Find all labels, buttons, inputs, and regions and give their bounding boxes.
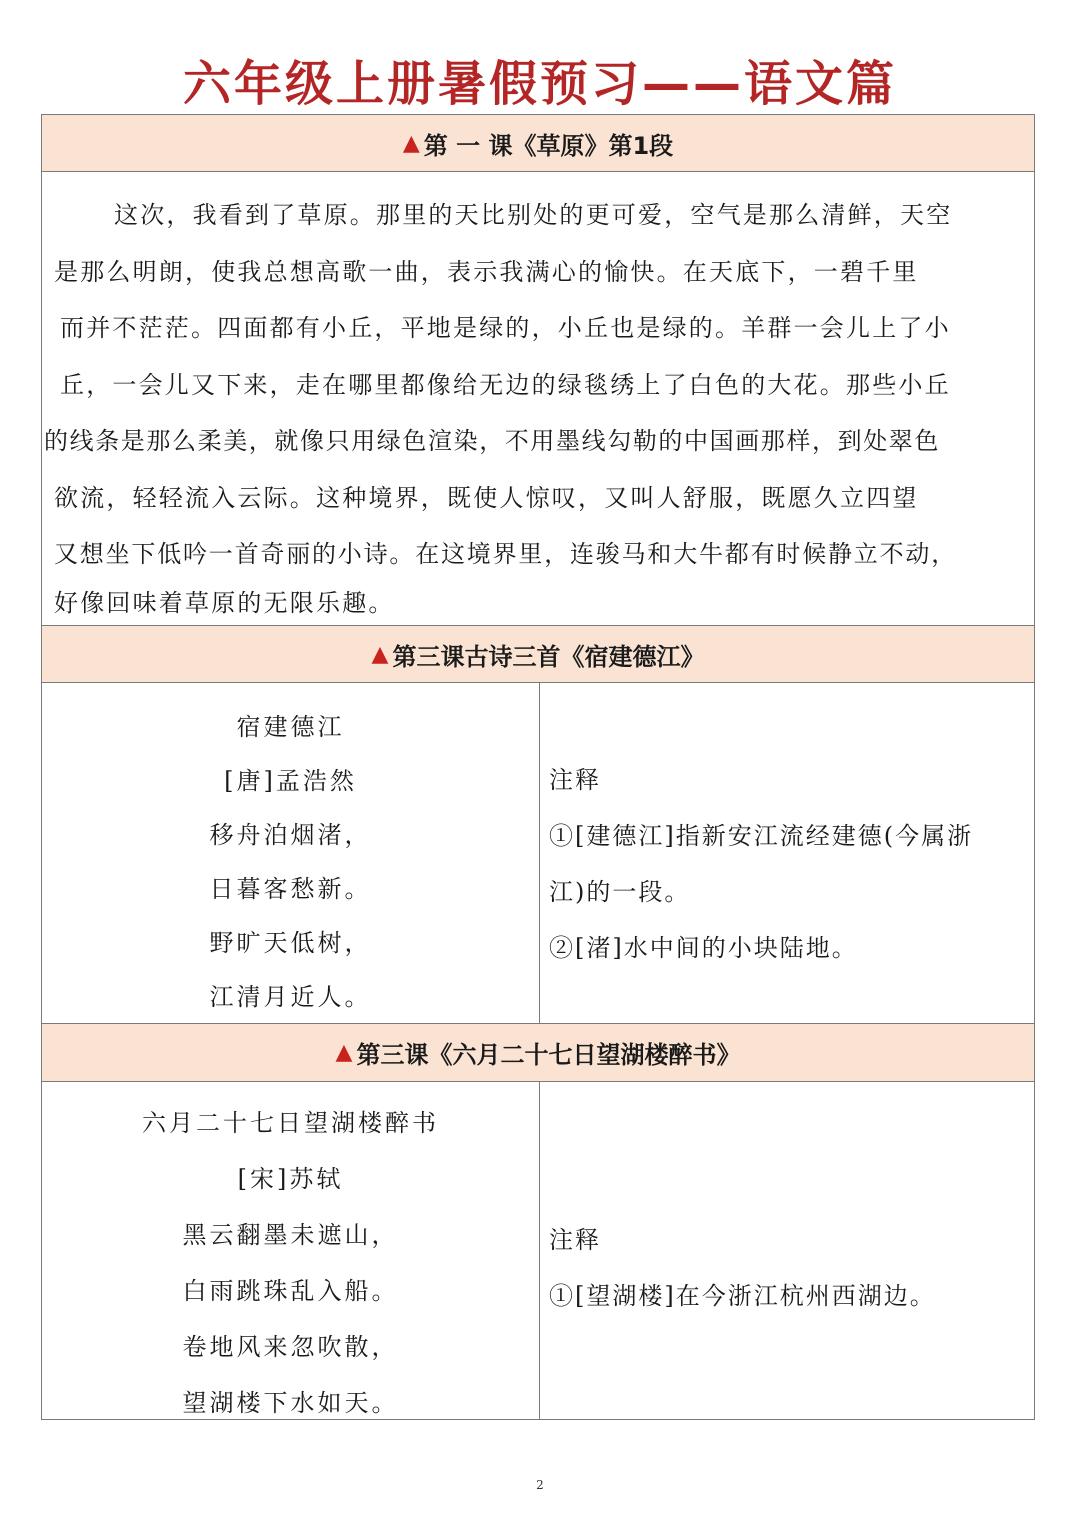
poem-wanghulou <box>42 1095 539 1431</box>
paragraph-line: 而并不茫茫。四面都有小丘，平地是绿的，小丘也是绿的。羊群一会儿上了小 <box>60 314 951 342</box>
poem-line: 江清月近人。 <box>209 983 372 1011</box>
section-3-heading: 第三课《六月二十七日望湖楼醉书》 <box>356 1041 741 1069</box>
section-1-header <box>42 115 1034 172</box>
notes-suijiandejiang <box>549 752 1029 976</box>
poem-title: 宿建德江 <box>236 713 345 741</box>
section-2-header <box>42 626 1034 683</box>
notes-title: 注释 <box>549 1226 601 1254</box>
notes-wanghulou <box>549 1212 1029 1324</box>
column-divider <box>539 683 540 1023</box>
poem-line: 望湖楼下水如天。 <box>182 1389 399 1417</box>
poem-line: 黑云翻墨未遮山， <box>182 1221 399 1249</box>
poem-line: 白雨跳珠乱入船。 <box>182 1277 399 1305</box>
poem-line: 日暮客愁新。 <box>209 875 372 903</box>
paragraph-line: 的线条是那么柔美，就像只用绿色渲染，不用墨线勾勒的中国画那样，到处翠色 <box>44 427 940 455</box>
triangle-icon: ▲ <box>335 1040 353 1065</box>
poem-line: 移舟泊烟渚， <box>209 821 372 849</box>
paragraph-line: 欲流，轻轻流入云际。这种境界，既使人惊叹，又叫人舒服，既愿久立四望 <box>54 483 919 512</box>
triangle-icon: ▲ <box>402 130 420 156</box>
paragraph-line: 又想坐下低吟一首奇丽的小诗。在这境界里，连骏马和大牛都有时候静立不动， <box>54 540 957 568</box>
column-divider <box>539 1082 540 1420</box>
paragraph-line: 好像回味着草原的无限乐趣。 <box>54 588 395 617</box>
triangle-icon: ▲ <box>371 641 389 667</box>
section-2-heading: 第三课古诗三首《宿建德江》 <box>392 642 705 671</box>
poem-author: [唐]孟浩然 <box>224 767 357 795</box>
lesson-table <box>41 114 1035 1420</box>
poem-line: 野旷天低树， <box>209 929 372 957</box>
note-item: ①[建德江]指新安江流经建德(今属浙 <box>549 822 974 850</box>
page-number: 2 <box>536 1478 544 1492</box>
section-3-header <box>42 1024 1034 1082</box>
poem-author: [宋]苏轼 <box>237 1165 344 1193</box>
poem-suijiandejiang <box>42 700 539 1024</box>
page-title: 六年级上册暑假预习——语文篇 <box>182 56 897 112</box>
grassland-paragraph <box>44 187 1026 623</box>
paragraph-line: 丘，一会儿又下来，走在哪里都像给无边的绿毯绣上了白色的大花。那些小丘 <box>60 370 951 399</box>
note-item: 江)的一段。 <box>549 878 691 906</box>
note-item: ①[望湖楼]在今浙江杭州西湖边。 <box>549 1282 936 1310</box>
paragraph-line: 这次，我看到了草原。那里的天比别处的更可爱，空气是那么清鲜，天空 <box>114 201 953 229</box>
notes-title: 注释 <box>549 766 601 794</box>
paragraph-line: 是那么明朗，使我总想高歌一曲，表示我满心的愉快。在天底下，一碧千里 <box>54 257 919 286</box>
section-1-heading: 第 一 课《草原》第1段 <box>423 131 674 160</box>
poem-line: 卷地风来忽吹散， <box>182 1333 399 1361</box>
poem-title: 六月二十七日望湖楼醉书 <box>142 1109 439 1137</box>
note-item: ②[渚]水中间的小块陆地。 <box>549 934 858 962</box>
